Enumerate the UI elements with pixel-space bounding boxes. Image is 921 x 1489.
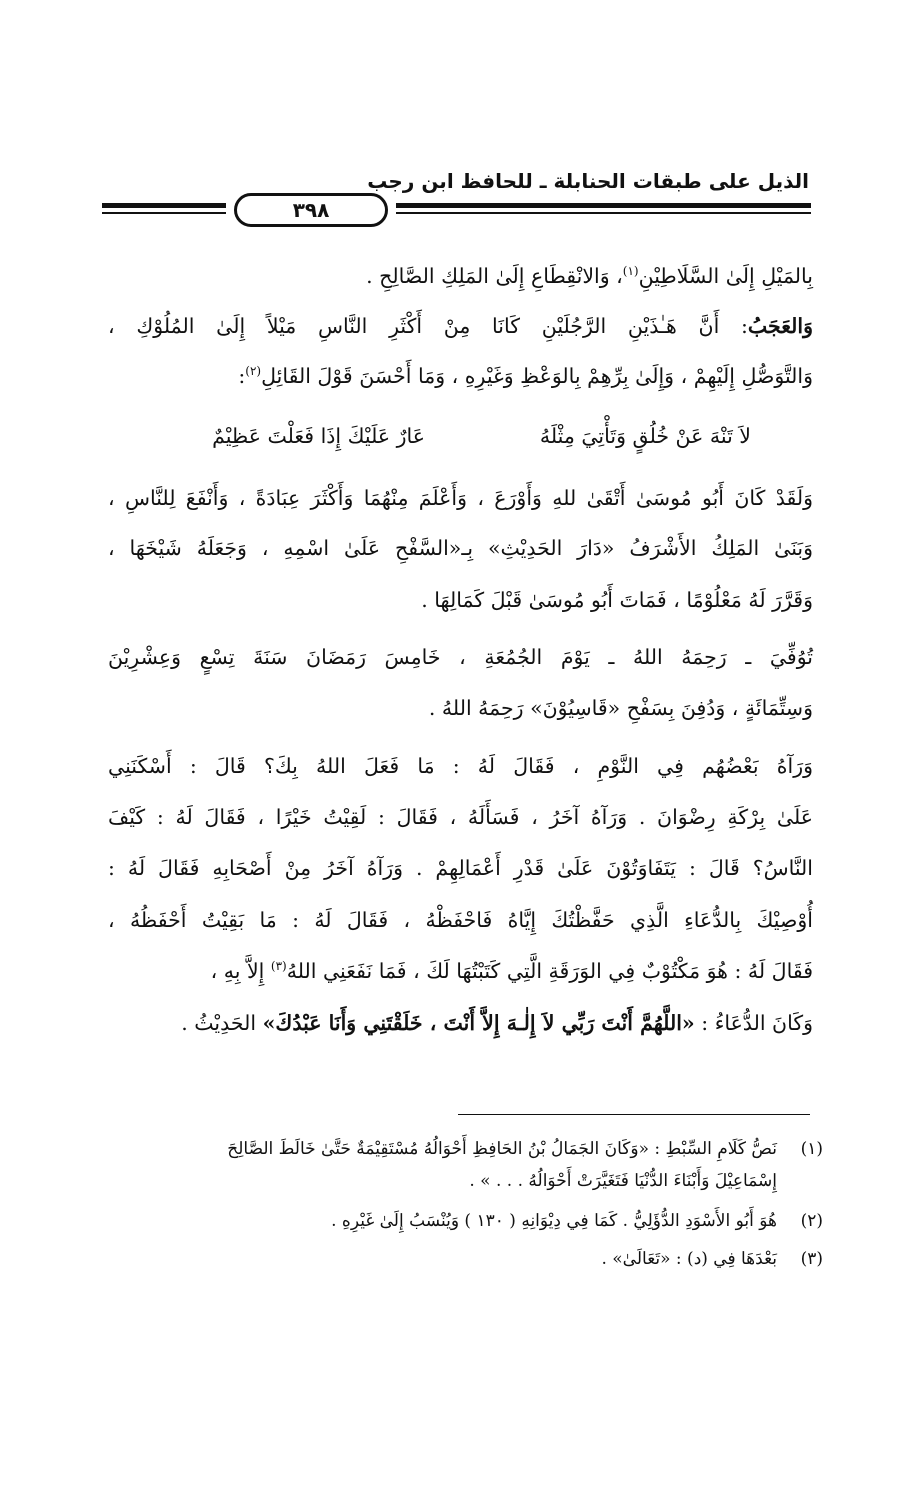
header-rule-left-thin <box>102 212 226 214</box>
bold-lead-word: وَالعَجَبُ <box>747 314 813 338</box>
body-line-13: أُوْصِيْكَ بِالدُّعَاءِ الَّذِي حَفَّظْتُكَ إِيَّاهُ فَاحْفَظْهُ ، فَقَالَ لَهُ : مَا بَقِيْتُ أَحْفَظُهُ ، <box>108 908 813 932</box>
footnote-2: (٢)هُوَ أَبُو الأَسْوَدِ الدُّؤَلِيُّ . كَمَا فِي دِيْوَانِهِ ( ١٣٠ ) وَيُنْسَبُ إِلَىٰ غَيْرِهِ . <box>108 1206 823 1236</box>
body-line-9: وَسِتِّمَائَةٍ ، وَدُفِنَ بِسَفْحِ «قَاسِيُوْنَ» رَحِمَهُ اللهُ . <box>428 696 813 720</box>
verse-first-hemistich: لاَ تَنْهَ عَنْ خُلُقٍ وَتَأْتِيَ مِثْلَهُ <box>539 424 751 448</box>
body-line-11: عَلَىٰ بِرْكَةِ رِضْوَانَ . وَرَآهُ آخَرُ ، فَسَأَلَهُ ، فَقَالَ : لَقِيْتُ خَيْرًا ، فَقَالَ لَهُ : كَيْفَ <box>108 805 813 829</box>
running-header-title: الذيل على طبقات الحنابلة ـ للحافظ ابن رجب <box>367 169 809 193</box>
header-rule-right-thin <box>396 212 811 214</box>
body-line-14: فَقَالَ لَهُ : هُوَ مَكْتُوْبٌ فِي الوَرَقَةِ الَّتِي كَتَبْتُهَا لَكَ ، فَمَا نَفَعَنِي اللهُ$^{(٣)}$ إِلاَّ بِهِ ، <box>210 959 813 983</box>
footnote-ref-2: (٢) <box>245 364 262 379</box>
body-line-12: النَّاسُ؟ قَالَ : يَتَفَاوَتُوْنَ عَلَىٰ قَدْرِ أَعْمَالِهِمْ . وَرَآهُ آخَرُ مِنْ أَصْحَابِهِ فَقَالَ لَهُ : <box>108 856 813 880</box>
body-line-10: وَرَآهُ بَعْضُهُم فِي النَّوْمِ ، فَقَالَ لَهُ : مَا فَعَلَ اللهُ بِكَ؟ قَالَ : أَسْكَنَنِي <box>108 754 813 778</box>
body-line-5: وَلَقَدْ كَانَ أَبُو مُوسَىٰ أَتْقَىٰ للهِ وَأَوْرَعَ ، وَأَعْلَمَ مِنْهُمَا وَأَكْثَرَ عِبَادَةً ، وَأَنْفَعَ لِلنَّاسِ ، <box>108 486 813 510</box>
footnote-ref-3: (٣) <box>270 959 287 974</box>
header-rule-left-thick <box>102 203 226 208</box>
footnote-ref-1: (١) <box>622 264 639 279</box>
body-line-3: وَالتَّوَصُّلِ إِلَيْهِمْ ، وَإِلَىٰ بِرِّهِمْ بِالوَعْظِ وَغَيْرِهِ ، وَمَا أَحْسَنَ قَوْلَ القَائِلِ$^{(٢)}$: <box>238 364 813 388</box>
footnote-number: (٣) <box>800 1249 823 1269</box>
header-rule-right-thick <box>396 203 811 208</box>
body-line-7: وَقَرَّرَ لَهُ مَعْلُوْمًا ، فَمَاتَ أَبُو مُوسَىٰ قَبْلَ كَمَالِهَا . <box>421 588 813 612</box>
verse-second-hemistich: عَارٌ عَلَيْكَ إِذَا فَعَلْتَ عَظِيْمٌ <box>212 424 425 448</box>
body-line-6: وَبَنَىٰ المَلِكُ الأَشْرَفُ «دَارَ الحَدِيْثِ» بِـ«السَّفْحِ عَلَىٰ اسْمِهِ ، وَجَعَلَهُ شَيْخَهَا ، <box>108 536 813 560</box>
quoted-supplication: «اللَّهُمَّ أَنْتَ رَبِّي لاَ إِلٰـهَ إِلاَّ أَنْتَ ، خَلَقْتَنِي وَأَنَا عَبْدُكَ» <box>262 1011 695 1035</box>
body-line-2: وَالعَجَبُ: أَنَّ هَـٰذَيْنِ الرَّجُلَيْنِ كَانَا مِنْ أَكْثَرِ النَّاسِ مَيْلاً إِلَىٰ المُلُوْكِ ، <box>108 314 813 338</box>
footnote-number: (١) <box>800 1139 823 1159</box>
footnote-3: (٣)بَعْدَهَا فِي (د) : «تَعَالَىٰ» . <box>108 1244 823 1274</box>
body-line-15: وَكَانَ الدُّعَاءُ : «اللَّهُمَّ أَنْتَ رَبِّي لاَ إِلٰـهَ إِلاَّ أَنْتَ ، خَلَقْتَنِي وَأَنَا عَبْدُكَ» الحَدِيْثُ . <box>181 1011 813 1035</box>
body-line-1: بِالمَيْلِ إِلَىٰ السَّلَاطِيْنِ$^{(١)}$، وَالانْقِطَاعِ إِلَىٰ المَلِكِ الصَّالِحِ . <box>366 264 813 288</box>
page-number: ٣٩٨ <box>234 193 388 227</box>
footnote-1-continuation: إِسْمَاعِيْلَ وَأَبْنَاءَ الدُّنْيَا فَتَغَيَّرَتْ أَحْوَالُهُ . . . » . <box>469 1171 777 1191</box>
footnote-separator <box>458 1114 810 1115</box>
body-line-8: تُوُفِّيَ ـ رَحِمَهُ اللهُ ـ يَوْمَ الجُمُعَةِ ، خَامِسَ رَمَضَانَ سَنَةَ تِسْعٍ وَعِشْرِيْنَ <box>108 645 813 669</box>
footnote-1: (١)نَصُّ كَلَامِ السِّبْطِ : «وَكَانَ الجَمَالُ بْنُ الحَافِظِ أَحْوَالُهُ مُسْتَقِيْمَةٌ حَتَّىٰ خَالَطَ الصَّالِحَ <box>108 1134 823 1164</box>
footnote-number: (٢) <box>800 1211 823 1231</box>
